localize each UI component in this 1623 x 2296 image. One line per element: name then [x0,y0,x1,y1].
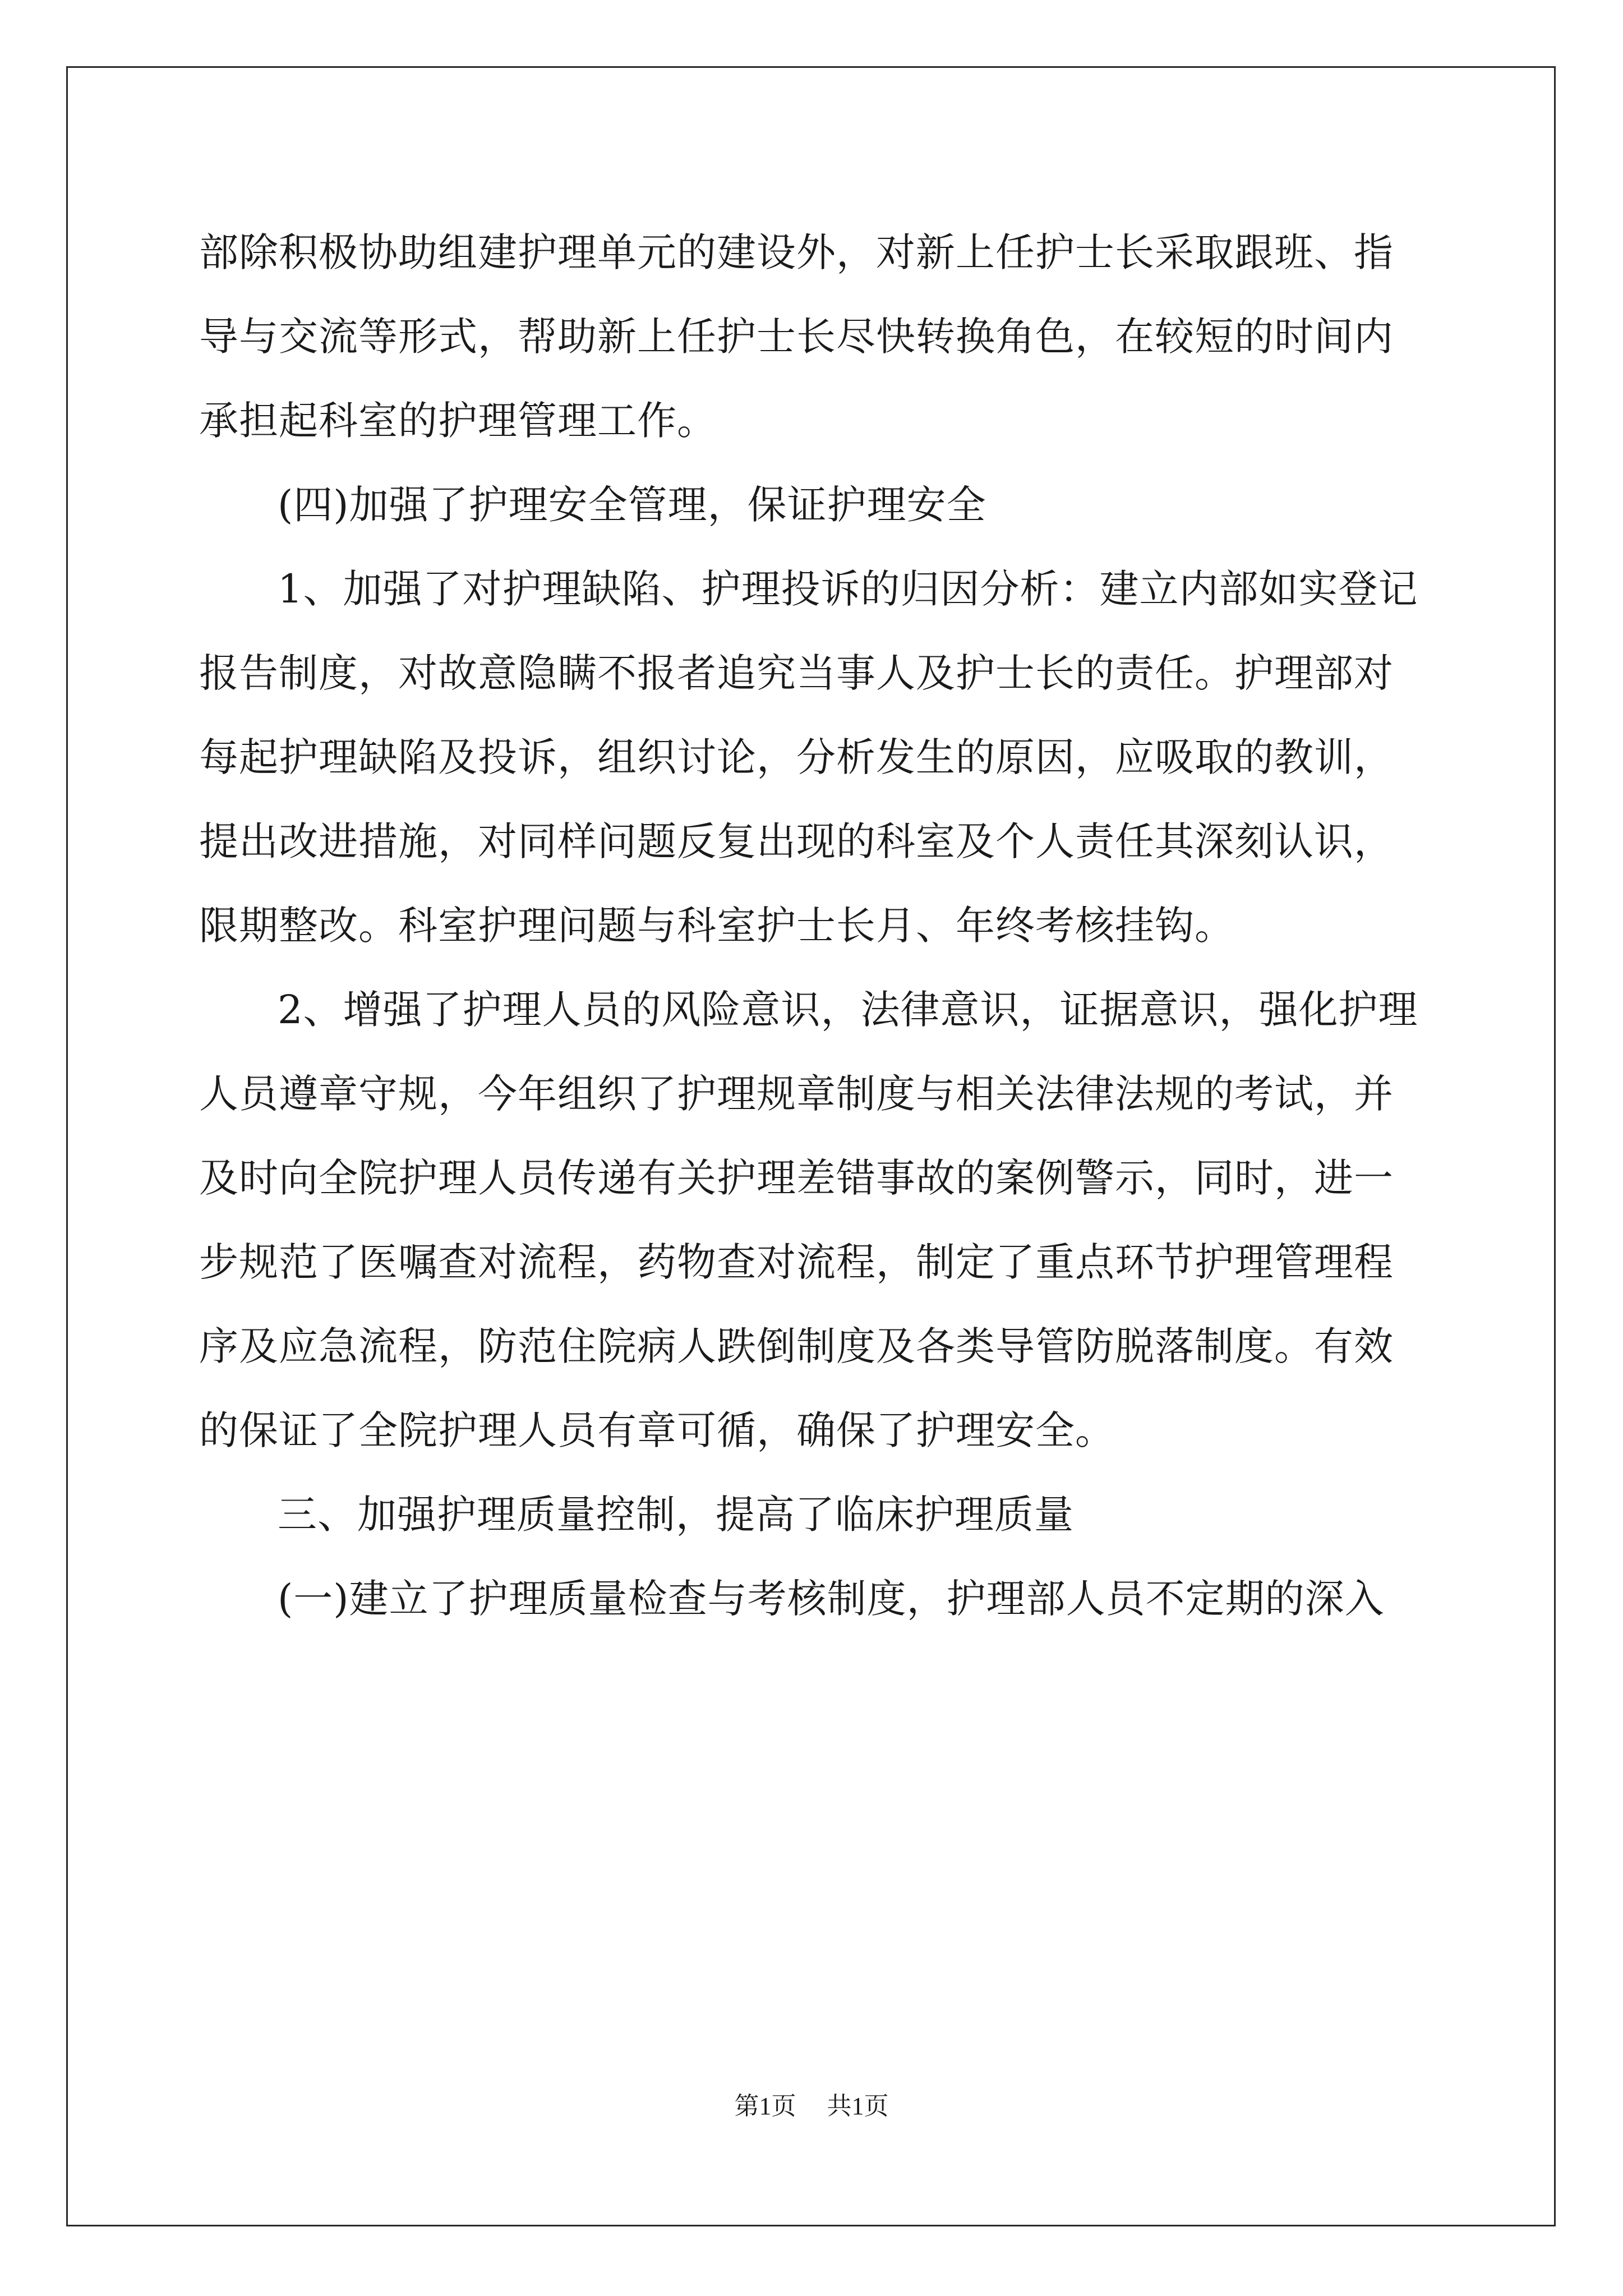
text-line: 承担起科室的护理管理工作。 [199,398,717,444]
paragraph-start: 1、加强了对护理缺陷、护理投诉的归因分析：建立内部如实登记 [278,566,1418,612]
page-number-total: 共1页 [827,2092,889,2120]
paragraph-start: (一)建立了护理质量检查与考核制度，护理部人员不定期的深入 [278,1576,1385,1622]
text-line: 人员遵章守规，今年组织了护理规章制度与相关法律法规的考试，并 [199,1071,1394,1117]
section-heading: (四)加强了护理安全管理，保证护理安全 [278,482,986,528]
page-footer [0,2086,1623,2122]
section-heading: 三、加强护理质量控制，提高了临床护理质量 [278,1492,1074,1538]
page-number-current: 第1页 [734,2092,796,2120]
text-line: 导与交流等形式，帮助新上任护士长尽快转换角色，在较短的时间内 [199,314,1394,360]
paragraph-start: 2、增强了护理人员的风险意识，法律意识，证据意识，强化护理 [278,987,1418,1033]
text-line: 的保证了全院护理人员有章可循，确保了护理安全。 [199,1407,1115,1453]
text-line: 步规范了医嘱查对流程，药物查对流程，制定了重点环节护理管理程 [199,1239,1394,1285]
text-line: 及时向全院护理人员传递有关护理差错事故的案例警示，同时，进一 [199,1155,1394,1201]
document-body [199,210,1430,1641]
text-line: 每起护理缺陷及投诉，组织讨论，分析发生的原因，应吸取的教训， [199,734,1394,780]
text-line: 序及应急流程，防范住院病人跌倒制度及各类导管防脱落制度。有效 [199,1323,1394,1369]
text-line: 报告制度，对故意隐瞒不报者追究当事人及护士长的责任。护理部对 [199,650,1394,696]
text-line: 部除积极协助组建护理单元的建设外，对新上任护士长采取跟班、指 [199,229,1394,275]
text-line: 限期整改。科室护理问题与科室护士长月、年终考核挂钩。 [199,903,1234,949]
text-line: 提出改进措施，对同样问题反复出现的科室及个人责任其深刻认识， [199,818,1394,864]
